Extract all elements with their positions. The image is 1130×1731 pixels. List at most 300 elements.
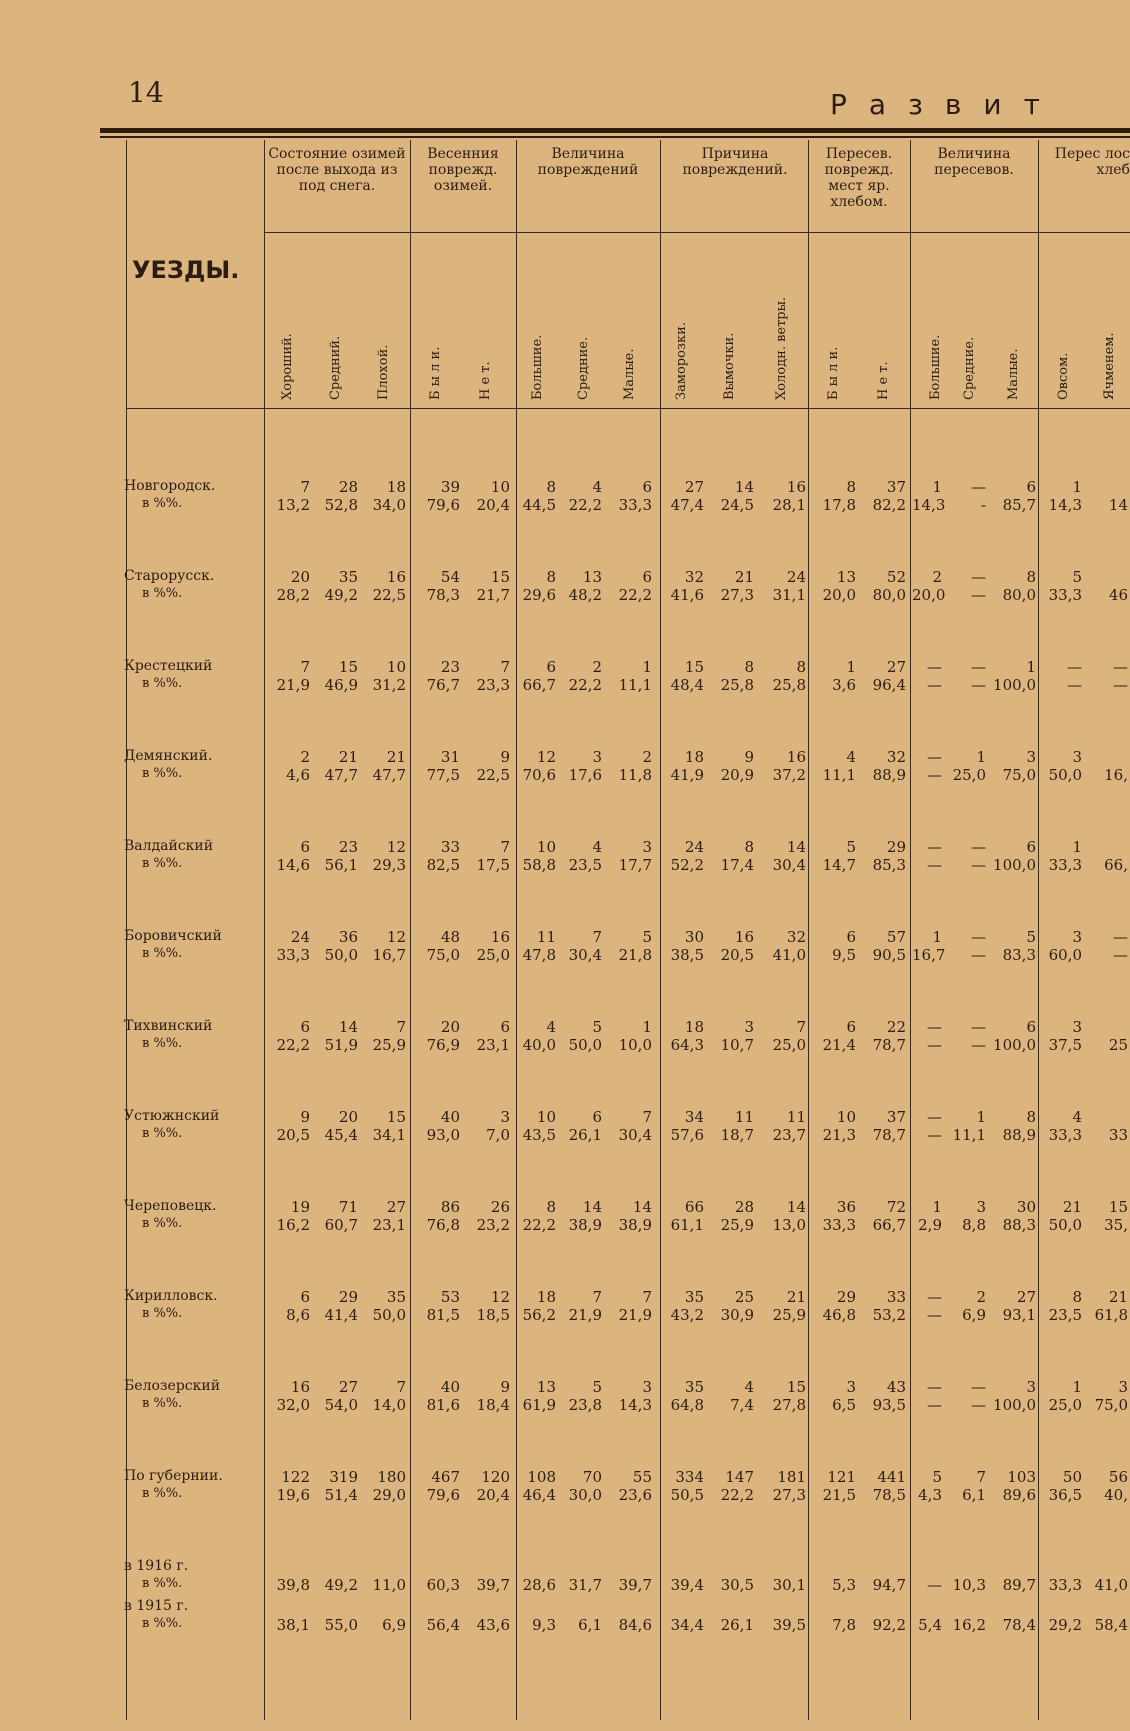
count-cell: 5 bbox=[642, 928, 652, 946]
percent-cell: 78,7 bbox=[872, 1126, 906, 1144]
count-cell: 1 bbox=[642, 658, 652, 676]
percent-cell: 96,4 bbox=[872, 676, 906, 694]
percent-cell: 41,6 bbox=[670, 586, 704, 604]
percent-cell: 61,1 bbox=[670, 1216, 704, 1234]
percent-cell: 37,5 bbox=[1048, 1036, 1082, 1054]
percent-cell: 30,5 bbox=[720, 1576, 754, 1594]
count-cell: 32 bbox=[786, 928, 806, 946]
table-row bbox=[264, 1468, 1130, 1502]
subcolumn-header: Плохой. bbox=[376, 344, 391, 400]
count-cell: 103 bbox=[1007, 1468, 1036, 1486]
subcolumn-header: Заморозки. bbox=[674, 322, 689, 400]
percent-cell: 39,8 bbox=[276, 1576, 310, 1594]
percent-cell: 49,2 bbox=[324, 586, 358, 604]
count-cell: 15 bbox=[786, 1378, 806, 1396]
count-cell: 56 bbox=[1108, 1468, 1128, 1486]
percent-cell: 39,5 bbox=[772, 1616, 806, 1634]
count-cell: 10 bbox=[490, 478, 510, 496]
percent-cell: 22,2 bbox=[618, 586, 652, 604]
count-cell: 24 bbox=[684, 838, 704, 856]
percent-cell: 38,1 bbox=[276, 1616, 310, 1634]
table-row bbox=[264, 1598, 1130, 1632]
percent-cell: 21,7 bbox=[476, 586, 510, 604]
district-name bbox=[124, 1288, 264, 1322]
district-label: в 1915 г. bbox=[124, 1598, 189, 1614]
percent-cell: 31,2 bbox=[372, 676, 406, 694]
table-row bbox=[264, 928, 1130, 962]
count-cell: 21 bbox=[734, 568, 754, 586]
percent-cell: 66,7 bbox=[872, 1216, 906, 1234]
percent-cell: 82,5 bbox=[426, 856, 460, 874]
count-cell: 5 bbox=[1072, 568, 1082, 586]
count-cell: 1 bbox=[932, 1198, 942, 1216]
percent-cell: 7,0 bbox=[486, 1126, 510, 1144]
count-cell: 30 bbox=[1016, 1198, 1036, 1216]
percent-cell: 70,6 bbox=[522, 766, 556, 784]
percent-cell: 22,2 bbox=[522, 1216, 556, 1234]
count-cell: 12 bbox=[536, 748, 556, 766]
count-cell: 16 bbox=[786, 748, 806, 766]
percent-cell: 18,4 bbox=[476, 1396, 510, 1414]
percent-cell: 23,5 bbox=[568, 856, 602, 874]
percent-cell: 88,9 bbox=[1002, 1126, 1036, 1144]
count-cell: 7 bbox=[796, 1018, 806, 1036]
percent-cell: 51,4 bbox=[324, 1486, 358, 1504]
count-cell: 4 bbox=[592, 838, 602, 856]
count-cell: 7 bbox=[642, 1108, 652, 1126]
count-cell: 3 bbox=[500, 1108, 510, 1126]
count-cell: 9 bbox=[500, 1378, 510, 1396]
percent-cell: 24,5 bbox=[720, 496, 754, 514]
count-cell: 6 bbox=[642, 568, 652, 586]
count-cell: 3 bbox=[1072, 928, 1082, 946]
percent-cell: 93,1 bbox=[1002, 1306, 1036, 1324]
count-cell: 10 bbox=[536, 838, 556, 856]
count-cell: 27 bbox=[386, 1198, 406, 1216]
percent-cell: 25 bbox=[1108, 1036, 1128, 1054]
count-cell: 14 bbox=[632, 1198, 652, 1216]
count-cell: 53 bbox=[440, 1288, 460, 1306]
count-cell: 34 bbox=[684, 1108, 704, 1126]
page-number: 14 bbox=[128, 76, 164, 109]
count-cell: 6 bbox=[642, 478, 652, 496]
count-cell: 5 bbox=[592, 1018, 602, 1036]
percent-cell: 13,2 bbox=[276, 496, 310, 514]
percent-cell: 27,8 bbox=[772, 1396, 806, 1414]
subcolumn-header: Хороший. bbox=[280, 333, 295, 400]
group-header: Весенния поврежд. озимей. bbox=[427, 146, 499, 194]
percent-cell: 21,8 bbox=[618, 946, 652, 964]
percent-cell: 93,0 bbox=[426, 1126, 460, 1144]
count-cell: 14 bbox=[786, 838, 806, 856]
count-cell: 6 bbox=[300, 1288, 310, 1306]
count-cell: 1 bbox=[976, 748, 986, 766]
percent-cell: 3,6 bbox=[832, 676, 856, 694]
percent-cell: 21,9 bbox=[276, 676, 310, 694]
percent-cell: 61,9 bbox=[522, 1396, 556, 1414]
count-cell: 30 bbox=[684, 928, 704, 946]
count-cell: 40 bbox=[440, 1108, 460, 1126]
percent-cell: 27,3 bbox=[720, 586, 754, 604]
district-label: Кирилловск. bbox=[124, 1288, 218, 1304]
table-row bbox=[264, 748, 1130, 782]
count-cell: 35 bbox=[338, 568, 358, 586]
percent-cell: 20,9 bbox=[720, 766, 754, 784]
count-cell: 35 bbox=[386, 1288, 406, 1306]
percent-cell: 34,0 bbox=[372, 496, 406, 514]
percent-cell: 61,8 bbox=[1094, 1306, 1128, 1324]
count-cell: 7 bbox=[396, 1378, 406, 1396]
percent-cell: 2,9 bbox=[918, 1216, 942, 1234]
percent-cell: 28,6 bbox=[522, 1576, 556, 1594]
percent-cell: 92,2 bbox=[872, 1616, 906, 1634]
count-cell: 1 bbox=[1072, 1378, 1082, 1396]
percent-cell: 40,0 bbox=[522, 1036, 556, 1054]
percent-cell: 34,1 bbox=[372, 1126, 406, 1144]
count-cell: 4 bbox=[592, 478, 602, 496]
group-header: Величина пересевов. bbox=[934, 146, 1014, 178]
count-cell: 6 bbox=[300, 838, 310, 856]
count-cell: 10 bbox=[836, 1108, 856, 1126]
percent-cell: 18,5 bbox=[476, 1306, 510, 1324]
percent-cell: — bbox=[1113, 676, 1128, 694]
count-cell: 29 bbox=[338, 1288, 358, 1306]
percent-cell: 22,5 bbox=[372, 586, 406, 604]
table-row bbox=[264, 478, 1130, 512]
count-cell: 319 bbox=[329, 1468, 358, 1486]
percent-cell: 16,2 bbox=[276, 1216, 310, 1234]
percent-cell: 23,1 bbox=[372, 1216, 406, 1234]
district-name bbox=[124, 1198, 264, 1232]
count-cell: 7 bbox=[300, 658, 310, 676]
count-cell: — bbox=[971, 478, 986, 496]
top-rule-thin bbox=[100, 136, 1130, 138]
percent-cell: 77,5 bbox=[426, 766, 460, 784]
count-cell: 21 bbox=[1062, 1198, 1082, 1216]
district-name bbox=[124, 928, 264, 962]
percent-cell: 79,6 bbox=[426, 1486, 460, 1504]
count-cell: 6 bbox=[1026, 838, 1036, 856]
count-cell: 6 bbox=[500, 1018, 510, 1036]
percent-cell: 33,3 bbox=[276, 946, 310, 964]
count-cell: 3 bbox=[744, 1018, 754, 1036]
percent-cell: 25,9 bbox=[772, 1306, 806, 1324]
percent-cell: 75,0 bbox=[426, 946, 460, 964]
percent-cell: 17,8 bbox=[822, 496, 856, 514]
percent-cell: 55,0 bbox=[324, 1616, 358, 1634]
percent-cell: — bbox=[971, 1396, 986, 1414]
count-cell: 23 bbox=[338, 838, 358, 856]
group-header: Причина повреждений. bbox=[682, 146, 788, 178]
percent-cell: 30,9 bbox=[720, 1306, 754, 1324]
count-cell: 441 bbox=[877, 1468, 906, 1486]
count-cell: — bbox=[971, 1378, 986, 1396]
count-cell: 20 bbox=[440, 1018, 460, 1036]
count-cell: 3 bbox=[1072, 1018, 1082, 1036]
count-cell: 28 bbox=[734, 1198, 754, 1216]
percent-cell: 46 bbox=[1108, 586, 1128, 604]
percent-cell: 23,8 bbox=[568, 1396, 602, 1414]
percent-cell: 13,0 bbox=[772, 1216, 806, 1234]
subcolumn-header: Б ы л и. bbox=[826, 346, 841, 400]
district-name bbox=[124, 658, 264, 692]
percent-cell: — bbox=[927, 1396, 942, 1414]
percent-cell: 38,9 bbox=[618, 1216, 652, 1234]
district-name bbox=[124, 478, 264, 512]
percent-cell: 22,2 bbox=[276, 1036, 310, 1054]
table-row bbox=[264, 1378, 1130, 1412]
percent-cell: 33,3 bbox=[1048, 586, 1082, 604]
percent-cell: 50,5 bbox=[670, 1486, 704, 1504]
percent-cell: 4,6 bbox=[286, 766, 310, 784]
count-cell: — bbox=[971, 838, 986, 856]
count-cell: 7 bbox=[592, 928, 602, 946]
percent-cell: 78,5 bbox=[872, 1486, 906, 1504]
percent-cell: 30,4 bbox=[772, 856, 806, 874]
percent-cell: 20,0 bbox=[912, 586, 946, 604]
percent-cell: — bbox=[971, 856, 986, 874]
count-cell: 6 bbox=[300, 1018, 310, 1036]
percent-cell: 17,4 bbox=[720, 856, 754, 874]
percent-cell: 10,7 bbox=[720, 1036, 754, 1054]
percent-cell: 76,9 bbox=[426, 1036, 460, 1054]
count-cell: 28 bbox=[338, 478, 358, 496]
percent-cell: 44,5 bbox=[522, 496, 556, 514]
percent-cell: 25,0 bbox=[952, 766, 986, 784]
percent-cell: 14,3 bbox=[912, 496, 946, 514]
percent-cell: 8,8 bbox=[962, 1216, 986, 1234]
subcolumn-header: Овсом. bbox=[1056, 352, 1071, 400]
subcolumn-header: Средние. bbox=[962, 336, 977, 400]
count-cell: 7 bbox=[642, 1288, 652, 1306]
percent-cell: 30,0 bbox=[568, 1486, 602, 1504]
count-cell: 5 bbox=[592, 1378, 602, 1396]
percent-cell: 60,7 bbox=[324, 1216, 358, 1234]
percent-cell: 43,5 bbox=[522, 1126, 556, 1144]
count-cell: 121 bbox=[827, 1468, 856, 1486]
subcolumn-header: Большие. bbox=[928, 334, 943, 400]
count-cell: 8 bbox=[546, 1198, 556, 1216]
count-cell: 18 bbox=[684, 748, 704, 766]
count-cell: 24 bbox=[290, 928, 310, 946]
percent-cell: 36,5 bbox=[1048, 1486, 1082, 1504]
percent-cell: 11,0 bbox=[372, 1576, 406, 1594]
subcolumn-header: Холодн. ветры. bbox=[774, 296, 789, 400]
count-cell: 7 bbox=[976, 1468, 986, 1486]
count-cell: — bbox=[971, 658, 986, 676]
count-cell: 4 bbox=[1072, 1108, 1082, 1126]
percent-cell: 21,9 bbox=[568, 1306, 602, 1324]
percent-cell: — bbox=[971, 946, 986, 964]
count-cell: 8 bbox=[1072, 1288, 1082, 1306]
percent-cell: 78,7 bbox=[872, 1036, 906, 1054]
percent-cell: 64,3 bbox=[670, 1036, 704, 1054]
subcolumn-header: Средний. bbox=[328, 335, 343, 400]
percent-cell: 20,4 bbox=[476, 496, 510, 514]
count-cell: 14 bbox=[734, 478, 754, 496]
count-cell: 9 bbox=[500, 748, 510, 766]
count-cell: 21 bbox=[786, 1288, 806, 1306]
percent-cell: 23,5 bbox=[1048, 1306, 1082, 1324]
count-cell: 3 bbox=[1026, 1378, 1036, 1396]
count-cell: 32 bbox=[684, 568, 704, 586]
count-cell: 14 bbox=[338, 1018, 358, 1036]
percent-cell: 29,3 bbox=[372, 856, 406, 874]
percent-cell: 50,0 bbox=[372, 1306, 406, 1324]
count-cell: — bbox=[927, 748, 942, 766]
percent-cell: 30,4 bbox=[568, 946, 602, 964]
percent-cell: 19,6 bbox=[276, 1486, 310, 1504]
percent-cell: 18,7 bbox=[720, 1126, 754, 1144]
percent-cell: 5,3 bbox=[832, 1576, 856, 1594]
count-cell: 8 bbox=[846, 478, 856, 496]
count-cell: 11 bbox=[786, 1108, 806, 1126]
group-header: Состояние озимей после выхода из под снега. bbox=[268, 146, 406, 194]
percent-cell: 22,2 bbox=[720, 1486, 754, 1504]
percent-cell: 80,0 bbox=[1002, 586, 1036, 604]
percent-cell: 47,4 bbox=[670, 496, 704, 514]
percent-cell: 29,2 bbox=[1048, 1616, 1082, 1634]
count-cell: 13 bbox=[836, 568, 856, 586]
count-cell: 180 bbox=[377, 1468, 406, 1486]
count-cell: 39 bbox=[440, 478, 460, 496]
percent-cell: — bbox=[1113, 946, 1128, 964]
count-cell: 1 bbox=[1026, 658, 1036, 676]
percent-cell: 16,7 bbox=[372, 946, 406, 964]
group-header: Пересев. поврежд. мест яр. хлебом. bbox=[824, 146, 894, 210]
percent-label: в %%. bbox=[142, 1126, 183, 1141]
percent-cell: 48,2 bbox=[568, 586, 602, 604]
percent-label: в %%. bbox=[142, 1306, 183, 1321]
percent-cell: 14,3 bbox=[1048, 496, 1082, 514]
percent-cell: 6,9 bbox=[962, 1306, 986, 1324]
percent-cell: 26,1 bbox=[568, 1126, 602, 1144]
percent-cell: 33,3 bbox=[618, 496, 652, 514]
percent-cell: 49,2 bbox=[324, 1576, 358, 1594]
percent-cell: — bbox=[927, 766, 942, 784]
percent-cell: 100,0 bbox=[993, 1396, 1036, 1414]
district-label: Устюжнский bbox=[124, 1108, 220, 1124]
count-cell: 7 bbox=[500, 658, 510, 676]
district-name bbox=[124, 1378, 264, 1412]
percent-cell: 46,4 bbox=[522, 1486, 556, 1504]
subcolumn-header: Малые. bbox=[1006, 348, 1021, 400]
count-cell: 12 bbox=[386, 838, 406, 856]
percent-cell: 51,9 bbox=[324, 1036, 358, 1054]
count-cell: 66 bbox=[684, 1198, 704, 1216]
table-row bbox=[264, 1018, 1130, 1052]
table-row bbox=[264, 1288, 1130, 1322]
percent-cell: 25,0 bbox=[476, 946, 510, 964]
percent-cell: 7,4 bbox=[730, 1396, 754, 1414]
count-cell: — bbox=[971, 568, 986, 586]
count-cell: 35 bbox=[684, 1288, 704, 1306]
count-cell: 14 bbox=[786, 1198, 806, 1216]
count-cell: 6 bbox=[592, 1108, 602, 1126]
district-label: По губернии. bbox=[124, 1468, 223, 1484]
count-cell: 122 bbox=[281, 1468, 310, 1486]
count-cell: 14 bbox=[582, 1198, 602, 1216]
district-name bbox=[124, 838, 264, 872]
percent-cell: 33,3 bbox=[1048, 1576, 1082, 1594]
percent-cell: 53,2 bbox=[872, 1306, 906, 1324]
percent-cell: 88,9 bbox=[872, 766, 906, 784]
count-cell: 21 bbox=[1108, 1288, 1128, 1306]
percent-cell: 38,5 bbox=[670, 946, 704, 964]
count-cell: 7 bbox=[300, 478, 310, 496]
percent-label: в %%. bbox=[142, 1486, 183, 1501]
percent-cell: 20,5 bbox=[720, 946, 754, 964]
stub-header: УЕЗДЫ. bbox=[132, 256, 240, 284]
count-cell: 9 bbox=[744, 748, 754, 766]
percent-cell: 22,5 bbox=[476, 766, 510, 784]
percent-cell: 75,0 bbox=[1094, 1396, 1128, 1414]
count-cell: 2 bbox=[976, 1288, 986, 1306]
percent-cell: 25,0 bbox=[772, 1036, 806, 1054]
percent-cell: 25,9 bbox=[372, 1036, 406, 1054]
percent-cell: 29,6 bbox=[522, 586, 556, 604]
percent-cell: 30,1 bbox=[772, 1576, 806, 1594]
count-cell: 4 bbox=[846, 748, 856, 766]
district-name bbox=[124, 568, 264, 602]
count-cell: 27 bbox=[338, 1378, 358, 1396]
percent-cell: 76,7 bbox=[426, 676, 460, 694]
count-cell: 15 bbox=[490, 568, 510, 586]
percent-cell: 48,4 bbox=[670, 676, 704, 694]
count-cell: 15 bbox=[338, 658, 358, 676]
percent-cell: 17,7 bbox=[618, 856, 652, 874]
count-cell: 5 bbox=[1026, 928, 1036, 946]
percent-cell: 21,3 bbox=[822, 1126, 856, 1144]
percent-cell: — bbox=[927, 1126, 942, 1144]
district-name bbox=[124, 1018, 264, 1052]
count-cell: 3 bbox=[846, 1378, 856, 1396]
percent-cell: 43,6 bbox=[476, 1616, 510, 1634]
percent-cell: 6,5 bbox=[832, 1396, 856, 1414]
count-cell: 11 bbox=[536, 928, 556, 946]
percent-cell: 8,6 bbox=[286, 1306, 310, 1324]
percent-cell: 39,4 bbox=[670, 1576, 704, 1594]
percent-cell: 85,7 bbox=[1002, 496, 1036, 514]
district-name bbox=[124, 1468, 264, 1502]
percent-cell: 25,8 bbox=[772, 676, 806, 694]
percent-cell: 89,7 bbox=[1002, 1576, 1036, 1594]
percent-cell: 23,1 bbox=[476, 1036, 510, 1054]
count-cell: 1 bbox=[642, 1018, 652, 1036]
count-cell: — bbox=[1067, 658, 1082, 676]
district-label: Демянский. bbox=[124, 748, 213, 764]
count-cell: 16 bbox=[490, 928, 510, 946]
percent-cell: 23,6 bbox=[618, 1486, 652, 1504]
percent-cell: 10,3 bbox=[952, 1576, 986, 1594]
percent-cell: 46,8 bbox=[822, 1306, 856, 1324]
percent-cell: 56,1 bbox=[324, 856, 358, 874]
district-label: Череповецк. bbox=[124, 1198, 217, 1214]
subcolumn-header: Н е т. bbox=[478, 361, 493, 400]
count-cell: — bbox=[927, 838, 942, 856]
percent-cell: 14,6 bbox=[276, 856, 310, 874]
count-cell: 9 bbox=[300, 1108, 310, 1126]
count-cell: 108 bbox=[527, 1468, 556, 1486]
percent-cell: 41,9 bbox=[670, 766, 704, 784]
percent-cell: 21,9 bbox=[618, 1306, 652, 1324]
header-rule bbox=[126, 408, 1130, 409]
percent-cell: — bbox=[927, 1306, 942, 1324]
percent-cell: 30,4 bbox=[618, 1126, 652, 1144]
count-cell: 6 bbox=[546, 658, 556, 676]
count-cell: 31 bbox=[440, 748, 460, 766]
count-cell: 16 bbox=[290, 1378, 310, 1396]
